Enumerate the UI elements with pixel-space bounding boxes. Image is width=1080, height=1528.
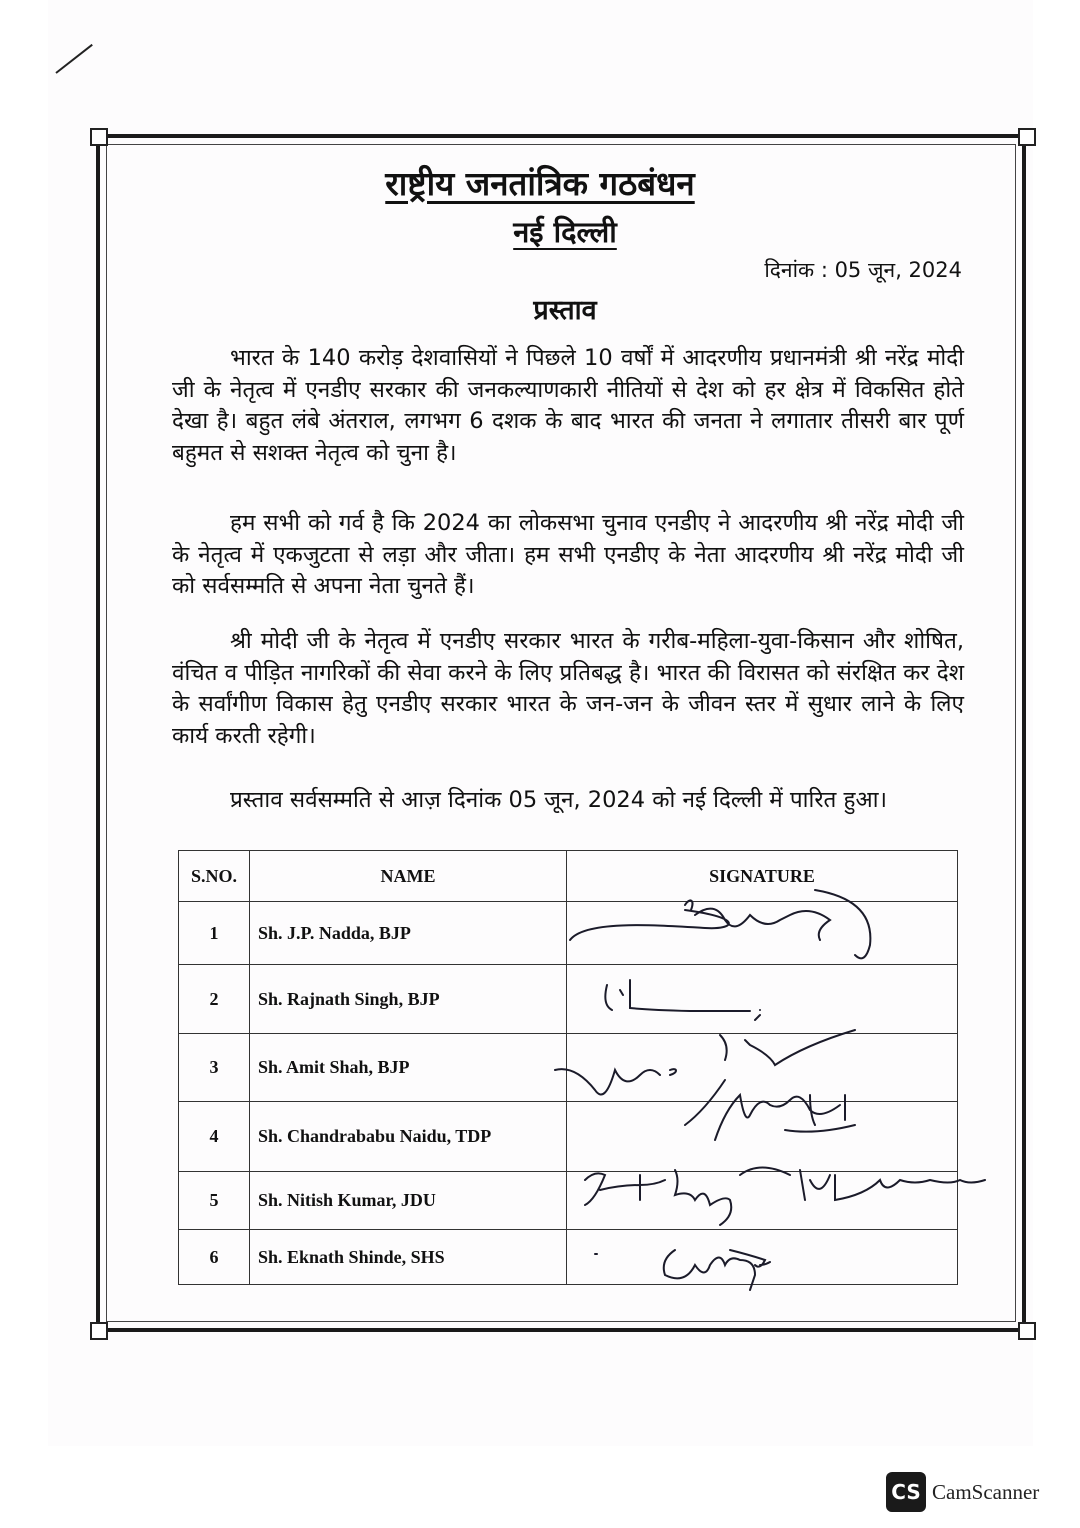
signature-cell <box>567 1034 958 1102</box>
signature-cell <box>567 902 958 965</box>
sno-cell: 1 <box>179 902 250 965</box>
signatories-table <box>178 850 958 1285</box>
border-corner <box>90 128 108 146</box>
sno-cell: 6 <box>179 1230 250 1285</box>
paragraph: श्री मोदी जी के नेतृत्व में एनडीए सरकार भारत के गरीब-महिला-युवा-किसान और शोषित, वंचित व पीड़ित नागरिकों की सेवा करने के लिए प्रतिबद्ध है। भारत की विरासत को संरक्षित कर देश के सर्वांगीण विकास हेतु एनडीए सरकार भारत के जन-जन के जीवन स्तर में सुधार लाने के लिए कार्य करती रहेगी। <box>172 628 964 749</box>
table-row <box>179 1102 958 1172</box>
organization-title: राष्ट्रीय जनतांत्रिक गठबंधन <box>385 164 695 203</box>
name-cell: Sh. Amit Shah, BJP <box>250 1034 567 1102</box>
signature-cell <box>567 965 958 1034</box>
signature-cell <box>567 1172 958 1230</box>
name-cell: Sh. J.P. Nadda, BJP <box>250 902 567 965</box>
table-row <box>179 1230 958 1285</box>
signature-cell <box>567 1230 958 1285</box>
camscanner-logo-icon: CS <box>886 1472 926 1512</box>
signature-cell <box>567 1102 958 1172</box>
paragraph: भारत के 140 करोड़ देशवासियों ने पिछले 10 वर्षों में आदरणीय प्रधानमंत्री श्री नरेंद्र मोदी जी के नेतृत्व में एनडीए सरकार की जनकल्याणकारी नीतियों से देश को हर क्षेत्र में विकसित होते देखा है। बहुत लंबे अंतराल, लगभग 6 दशक के बाद भारत की जनता ने लगातार तीसरी बार पूर्ण बहुमत से सशक्त नेतृत्व को चुना है। <box>172 345 964 466</box>
name-cell: Sh. Nitish Kumar, JDU <box>250 1172 567 1230</box>
border-corner <box>1018 1322 1036 1340</box>
table-row <box>179 965 958 1034</box>
name-cell: Sh. Eknath Shinde, SHS <box>250 1230 567 1285</box>
sno-cell: 3 <box>179 1034 250 1102</box>
sno-cell: 4 <box>179 1102 250 1172</box>
table-row <box>179 1034 958 1102</box>
header-sno: S.NO. <box>179 851 250 902</box>
table-header-row <box>179 851 958 902</box>
resolution-title: प्रस्ताव <box>533 295 597 326</box>
sno-cell: 5 <box>179 1172 250 1230</box>
table-row <box>179 902 958 965</box>
camscanner-text: CamScanner <box>932 1479 1040 1504</box>
name-cell: Sh. Chandrababu Naidu, TDP <box>250 1102 567 1172</box>
name-cell: Sh. Rajnath Singh, BJP <box>250 965 567 1034</box>
camscanner-watermark <box>886 1472 1039 1512</box>
border-corner <box>90 1322 108 1340</box>
paragraph: हम सभी को गर्व है कि 2024 का लोकसभा चुनाव एनडीए ने आदरणीय श्री नरेंद्र मोदी जी के नेतृत्व में एकजुटता से लड़ा और जीता। हम सभी एनडीए के नेता आदरणीय श्री नरेंद्र मोदी जी को सर्वसम्मति से अपना नेता चुनते हैं। <box>172 510 964 599</box>
header-signature: SIGNATURE <box>567 851 958 902</box>
paragraph: प्रस्ताव सर्वसम्मति से आज़ दिनांक 05 जून, 2024 को नई दिल्ली में पारित हुआ। <box>230 787 887 813</box>
border-corner <box>1018 128 1036 146</box>
header-name: NAME <box>250 851 567 902</box>
location-subtitle: नई दिल्ली <box>513 215 617 249</box>
table-row <box>179 1172 958 1230</box>
sno-cell: 2 <box>179 965 250 1034</box>
document-date: दिनांक : 05 जून, 2024 <box>764 258 962 282</box>
